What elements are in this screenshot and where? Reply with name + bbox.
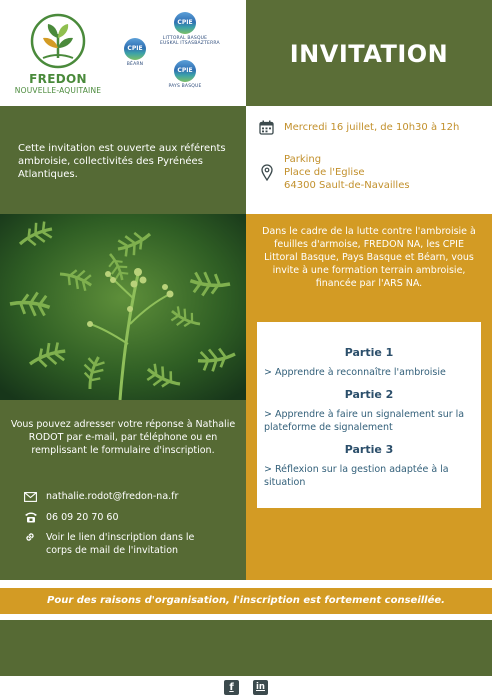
cpie-bearn-label: BÉARN [126, 62, 144, 67]
phone-icon [24, 511, 38, 523]
event-date: Mercredi 16 juillet, de 10h30 à 12h [284, 122, 460, 133]
fredon-leaf-icon [29, 12, 87, 70]
audience-text: Cette invitation est ouverte aux référents ambroisie, collectivités des Pyrénées Atlantiques. [18, 143, 226, 180]
registration-notice: Pour des raisons d'organisation, l'inscription est fortement conseillée. [0, 588, 492, 614]
place-line: 64300 Sault-de-Navailles [284, 180, 410, 191]
logo-area [0, 0, 246, 106]
cpie-pays-basque-mark: CPIE [174, 60, 196, 82]
footer-band [0, 620, 492, 676]
contact-email-link[interactable]: nathalie.rodot@fredon-na.fr [46, 491, 179, 502]
calendar-icon [259, 120, 274, 135]
program-part-title: Partie 3 [344, 443, 394, 456]
fredon-region: NOUVELLE-AQUITAINE [14, 86, 102, 95]
title-band [246, 0, 492, 106]
cpie-littoral-label-basque: EUSKAL ITSASBAZTERRA [160, 41, 220, 46]
program-part-item: > Apprendre à faire un signalement sur la plateforme de signalement [264, 409, 465, 433]
cpie-littoral-mark: CPIE [174, 12, 196, 34]
program-part-item: > Réflexion sur la gestion adaptée à la situation [264, 464, 449, 488]
place-line: Place de l'Eglise [284, 167, 365, 178]
page-title: INVITATION [289, 40, 449, 68]
cpie-bearn-mark: CPIE [124, 38, 146, 60]
link-icon [24, 531, 36, 543]
linkedin-icon[interactable]: in [253, 680, 268, 695]
description-text: Dans le cadre de la lutte contre l'ambroisie à feuilles d'armoise, FREDON NA, les CPIE Littoral Basque, Pays Basque et Béarn, vous invite à une formation terrain ambroisie, financée par l'ARS NA. [262, 226, 476, 289]
event-place [284, 153, 410, 192]
contact-phone: 06 09 20 70 60 [46, 512, 119, 523]
event-details [246, 106, 492, 214]
email-icon [24, 492, 37, 502]
program-part-title: Partie 2 [344, 388, 394, 401]
facebook-icon[interactable]: f [224, 680, 239, 695]
cpie-pays-basque-logo [164, 60, 206, 89]
place-line: Parking [284, 154, 322, 165]
program-box [257, 322, 481, 508]
social-links [0, 676, 492, 700]
program-section [246, 320, 492, 580]
fredon-name: FREDON [29, 72, 87, 86]
program-part-item: > Apprendre à reconnaître l'ambroisie [264, 367, 446, 378]
contact-link-text: Voir le lien d'inscription dans le corps de mail de l'invitation [46, 532, 195, 556]
audience-block [0, 106, 246, 214]
cpie-littoral-label: LITTORAL BASQUE [162, 36, 208, 41]
cpie-bearn-logo [118, 38, 152, 67]
cpie-pays-basque-label: PAYS BASQUE [168, 84, 202, 89]
location-pin-icon [261, 164, 273, 181]
cpie-littoral-basque-logo [160, 12, 220, 46]
contact-block [0, 400, 246, 580]
program-part-title: Partie 1 [344, 346, 394, 359]
description-block [246, 214, 492, 320]
fredon-logo [10, 12, 106, 95]
ambroisie-photo [0, 214, 246, 400]
ambroisie-plant-image [0, 214, 246, 400]
contact-intro: Vous pouvez adresser votre réponse à Nathalie RODOT par e-mail, par téléphone ou en remplissant le formulaire d'inscription. [10, 419, 236, 456]
